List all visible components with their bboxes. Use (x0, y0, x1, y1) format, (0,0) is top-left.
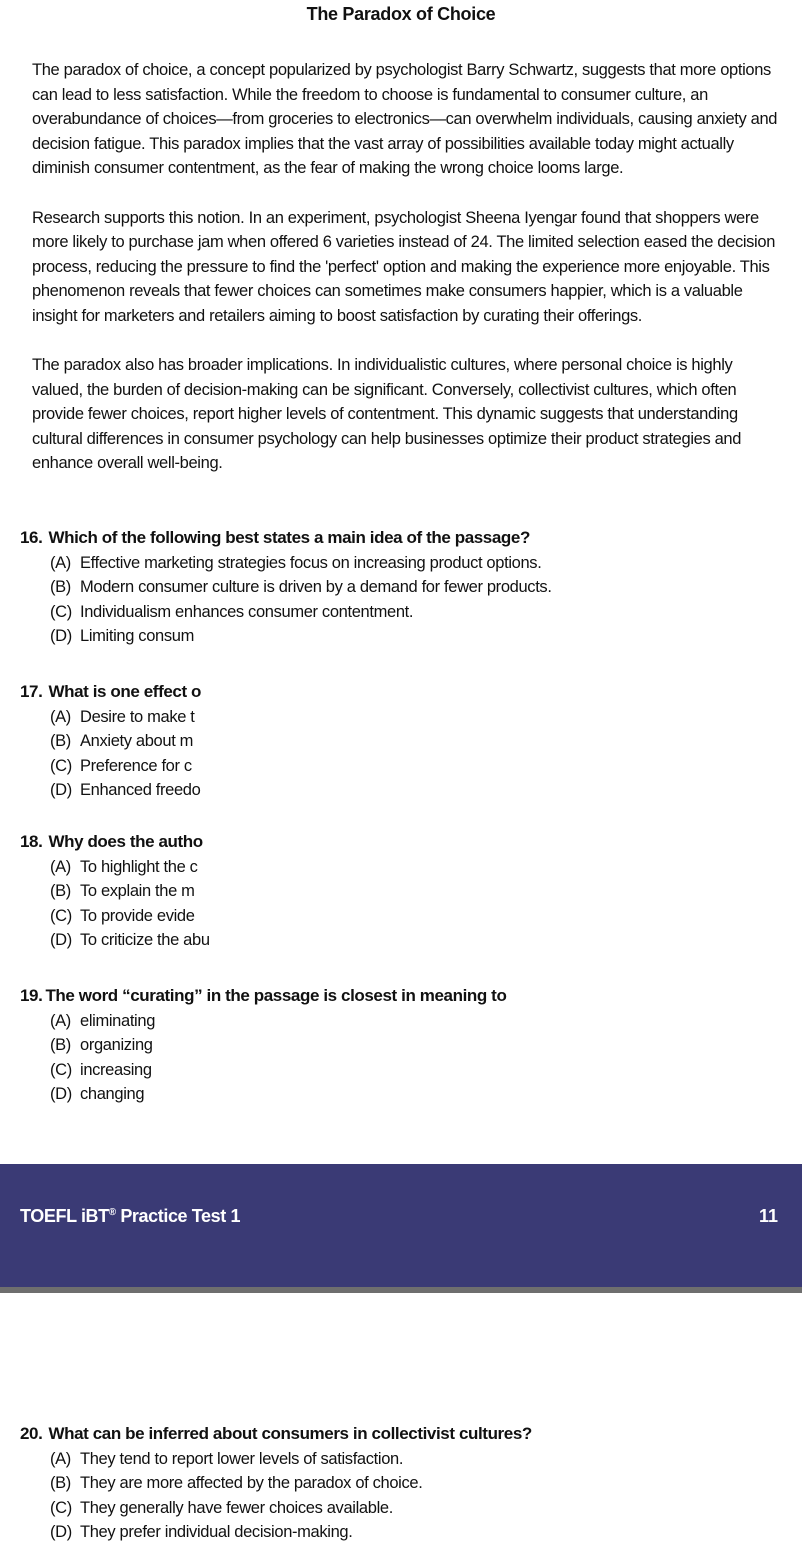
test-suffix: Practice Test 1 (115, 1206, 241, 1226)
question-17 (20, 680, 780, 803)
answer-option-d[interactable] (20, 1082, 780, 1107)
question-number: 17. (20, 682, 43, 701)
answer-option-a[interactable] (20, 1447, 780, 1472)
option-text: They prefer individual decision-making. (80, 1523, 353, 1541)
option-text: To explain the m (80, 882, 195, 900)
test-name: TOEFL iBT (20, 1206, 109, 1226)
option-text: Effective marketing strategies focus on increasing product options. (80, 553, 542, 572)
option-letter: (D) (50, 627, 72, 645)
option-text: Modern consumer culture is driven by a demand for fewer products. (80, 578, 552, 596)
question-20 (20, 1422, 780, 1545)
option-text: They are more affected by the paradox of choice. (80, 1474, 423, 1492)
answer-option-d[interactable] (20, 778, 780, 803)
option-text: To provide evide (80, 906, 195, 925)
option-text: Individualism enhances consumer contentment. (80, 602, 414, 621)
answer-option-b[interactable] (20, 1471, 780, 1496)
passage-title: The Paradox of Choice (306, 4, 496, 24)
option-text: They tend to report lower levels of satisfaction. (80, 1449, 404, 1468)
option-letter: (C) (50, 756, 72, 775)
option-letter: (B) (50, 1474, 71, 1492)
option-text: They generally have fewer choices available. (80, 1498, 393, 1517)
option-letter: (A) (50, 1449, 71, 1468)
option-text: To criticize the abu (80, 931, 210, 949)
question-19 (20, 984, 780, 1107)
option-letter: (D) (50, 1085, 72, 1103)
option-text: eliminating (80, 1011, 156, 1030)
question-text: Which of the following best states a main idea of the passage? (48, 528, 530, 547)
passage-paragraph: Research supports this notion. In an experiment, psychologist Sheena Iyengar found that shoppers were more likely to purchase jam when offered 6 varieties instead of 24. The limited selection eased the decision process, reducing the pressure to find the 'perfect' option and making the experience more enjoyable. This phenomenon reveals that fewer choices can sometimes make consumers happier, which is a valuable insight for marketers and retailers aiming to boost satisfaction by curating their offerings. (32, 208, 776, 325)
question-stem (20, 830, 780, 855)
page-footer-band (0, 1164, 802, 1287)
option-letter: (B) (50, 882, 71, 900)
answer-option-a[interactable] (20, 551, 780, 576)
question-stem (20, 984, 780, 1009)
answer-option-b[interactable] (20, 1033, 780, 1058)
answer-option-b[interactable] (20, 729, 780, 754)
passage-paragraph: The paradox also has broader implications. In individualistic cultures, where personal choice is highly valued, the burden of decision-making can be significant. Conversely, collectivist cultures, which often provide fewer choices, report higher levels of contentment. This dynamic suggests that understanding cultural differences in consumer psychology can help businesses optimize their product strategies and enhance overall well-being. (32, 356, 742, 472)
option-letter: (B) (50, 578, 71, 596)
option-letter: (A) (50, 707, 71, 726)
option-text: increasing (80, 1060, 152, 1079)
question-stem (20, 526, 780, 551)
option-letter: (D) (50, 781, 72, 799)
option-text: changing (80, 1085, 145, 1103)
option-letter: (A) (50, 1011, 71, 1030)
option-text: Preference for c (80, 756, 192, 775)
option-text: Limiting consum (80, 627, 194, 645)
answer-option-d[interactable] (20, 624, 780, 649)
question-16 (20, 526, 780, 649)
passage-paragraph: The paradox of choice, a concept popularized by psychologist Barry Schwartz, suggests that more options can lead to less satisfaction. While the freedom to choose is fundamental to consumer culture, an overabundance of choices—from groceries to electronics—can overwhelm individuals, causing anxiety and decision fatigue. This paradox implies that the vast array of possibilities available today might actually diminish consumer contentment, as the fear of making the wrong choice looms large. (32, 61, 778, 177)
question-number: 16. (20, 528, 43, 547)
question-number: 19. (20, 986, 43, 1005)
test-title (20, 1206, 240, 1227)
answer-option-c[interactable] (20, 1496, 780, 1521)
option-text: Enhanced freedo (80, 781, 201, 799)
answer-option-c[interactable] (20, 754, 780, 779)
question-number: 20. (20, 1424, 43, 1443)
answer-option-c[interactable] (20, 904, 780, 929)
page-number: 11 (758, 1206, 778, 1226)
question-number: 18. (20, 832, 43, 851)
answer-option-a[interactable] (20, 705, 780, 730)
question-text: The word “curating” in the passage is closest in meaning to (45, 986, 507, 1005)
option-letter: (C) (50, 602, 72, 621)
answer-option-d[interactable] (20, 1520, 780, 1545)
option-text: To highlight the c (80, 857, 198, 876)
option-letter: (D) (50, 1523, 72, 1541)
answer-option-a[interactable] (20, 1009, 780, 1034)
answer-option-a[interactable] (20, 855, 780, 880)
question-stem (20, 1422, 780, 1447)
option-text: Anxiety about m (80, 732, 194, 750)
page-divider (0, 1287, 802, 1293)
question-text: What can be inferred about consumers in collectivist cultures? (48, 1424, 532, 1443)
option-text: Desire to make t (80, 707, 195, 726)
option-letter: (A) (50, 857, 71, 876)
question-18 (20, 830, 780, 953)
option-letter: (D) (50, 931, 72, 949)
option-letter: (C) (50, 906, 72, 925)
question-text: Why does the autho (48, 832, 203, 851)
option-text: organizing (80, 1036, 153, 1054)
answer-option-d[interactable] (20, 928, 780, 953)
answer-option-b[interactable] (20, 575, 780, 600)
answer-option-c[interactable] (20, 1058, 780, 1083)
question-stem (20, 680, 780, 705)
question-text: What is one effect o (48, 682, 202, 701)
option-letter: (B) (50, 1036, 71, 1054)
option-letter: (C) (50, 1060, 72, 1079)
option-letter: (C) (50, 1498, 72, 1517)
registered-mark: ® (108, 1207, 116, 1218)
option-letter: (B) (50, 732, 71, 750)
answer-option-b[interactable] (20, 879, 780, 904)
answer-option-c[interactable] (20, 600, 780, 625)
passage-body (32, 58, 782, 501)
option-letter: (A) (50, 553, 71, 572)
